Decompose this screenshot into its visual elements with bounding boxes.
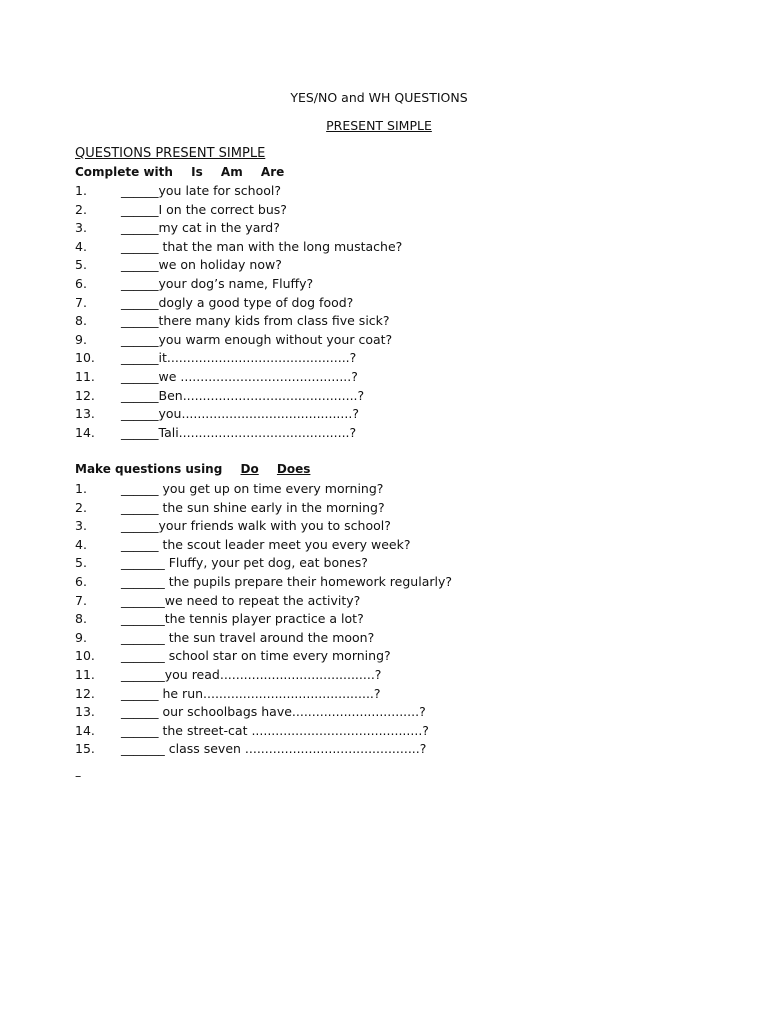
item-text: ______ the street-cat ...........................................? — [121, 722, 429, 738]
item-text: ______your friends walk with you to school? — [121, 518, 391, 534]
list-item — [75, 256, 402, 275]
item-text: ______you warm enough without your coat? — [121, 331, 393, 347]
item-number: 4. — [75, 536, 87, 552]
item-number: 7. — [75, 592, 87, 608]
list-item — [75, 592, 452, 611]
item-text: ______Ben............................................? — [121, 387, 365, 403]
item-text: ______your dog’s name, Fluffy? — [121, 275, 314, 291]
item-number: 13. — [75, 406, 95, 422]
item-number: 8. — [75, 313, 87, 329]
instruction-lead: Make questions using — [75, 462, 223, 476]
instruction-lead: Complete with — [75, 165, 173, 179]
keyword-is: Is — [191, 165, 203, 179]
list-item — [75, 573, 452, 592]
item-text: _______ the pupils prepare their homework regularly? — [121, 573, 452, 589]
list-item — [75, 610, 452, 629]
item-text: _______ the sun travel around the moon? — [121, 629, 375, 645]
item-number: 7. — [75, 294, 87, 310]
list-item — [75, 499, 452, 518]
item-number: 9. — [75, 629, 87, 645]
item-number: 10. — [75, 350, 95, 366]
list-item — [75, 480, 452, 499]
item-number: 11. — [75, 368, 95, 384]
list-item — [75, 703, 452, 722]
keyword-does: Does — [276, 462, 311, 476]
item-text: ______Tali...........................................? — [121, 424, 357, 440]
item-number: 2. — [75, 499, 87, 515]
item-text: ______ the scout leader meet you every week? — [121, 536, 411, 552]
item-number: 1. — [75, 183, 87, 198]
list-item — [75, 629, 452, 648]
list-item — [75, 405, 402, 424]
item-number: 14. — [75, 424, 95, 440]
item-text: _______ school star on time every morning? — [121, 648, 391, 664]
item-text: ______ the sun shine early in the morning? — [121, 499, 385, 515]
item-number: 9. — [75, 331, 87, 347]
item-text: ______we on holiday now? — [121, 257, 282, 273]
section-heading: QUESTIONS PRESENT SIMPLE — [75, 146, 266, 161]
keyword-are: Are — [260, 165, 285, 179]
list-item — [75, 722, 452, 741]
list-item — [75, 368, 402, 387]
question-list-be — [75, 182, 402, 442]
item-text: ______we ...........................................? — [121, 368, 358, 384]
item-number: 6. — [75, 573, 87, 589]
item-number: 14. — [75, 722, 95, 738]
item-text: _______ class seven ............................................? — [121, 741, 427, 757]
item-text: ______ our schoolbags have................................? — [121, 704, 426, 720]
item-text: ______you late for school? — [121, 183, 282, 198]
item-text: ______it..............................................? — [121, 350, 357, 366]
list-item — [75, 685, 452, 704]
item-number: 12. — [75, 685, 95, 701]
list-item — [75, 201, 402, 220]
item-number: 12. — [75, 387, 95, 403]
list-item — [75, 219, 402, 238]
item-text: _______you read.......................................? — [121, 666, 382, 682]
item-number: 3. — [75, 518, 87, 534]
list-item — [75, 182, 402, 201]
item-number: 10. — [75, 648, 95, 664]
item-number: 5. — [75, 555, 87, 571]
item-number: 13. — [75, 704, 95, 720]
keyword-am: Am — [220, 165, 243, 179]
item-text: ______ you get up on time every morning? — [121, 481, 384, 496]
trailing-dash: – — [75, 768, 82, 783]
item-text: _______ Fluffy, your pet dog, eat bones? — [121, 555, 368, 571]
item-number: 5. — [75, 257, 87, 273]
item-text: ______ that the man with the long mustache? — [121, 238, 403, 254]
item-text: ______dogly a good type of dog food? — [121, 294, 354, 310]
item-number: 8. — [75, 611, 87, 627]
question-list-do — [75, 480, 452, 759]
item-text: ______I on the correct bus? — [121, 201, 287, 217]
instruction-be-verbs — [75, 164, 284, 180]
item-text: _______the tennis player practice a lot? — [121, 611, 364, 627]
list-item — [75, 536, 452, 555]
item-number: 15. — [75, 741, 95, 757]
item-text: ______there many kids from class five sick? — [121, 313, 390, 329]
list-item — [75, 331, 402, 350]
item-number: 1. — [75, 481, 87, 496]
item-text: ______my cat in the yard? — [121, 220, 280, 236]
list-item — [75, 275, 402, 294]
list-item — [75, 647, 452, 666]
keyword-do: Do — [240, 462, 259, 476]
instruction-do-does — [75, 461, 310, 477]
list-item — [75, 517, 452, 536]
item-number: 3. — [75, 220, 87, 236]
list-item — [75, 294, 402, 313]
list-item — [75, 387, 402, 406]
item-text: ______you...........................................? — [121, 406, 359, 422]
item-text: ______ he run...........................................? — [121, 685, 381, 701]
list-item — [75, 312, 402, 331]
list-item — [75, 740, 452, 759]
list-item — [75, 424, 402, 443]
list-item — [75, 238, 402, 257]
list-item — [75, 666, 452, 685]
list-item — [75, 349, 402, 368]
item-number: 6. — [75, 275, 87, 291]
item-number: 11. — [75, 666, 95, 682]
item-number: 4. — [75, 238, 87, 254]
page-title: YES/NO and WH QUESTIONS — [290, 90, 468, 105]
item-text: _______we need to repeat the activity? — [121, 592, 361, 608]
list-item — [75, 554, 452, 573]
item-number: 2. — [75, 201, 87, 217]
page-subtitle: PRESENT SIMPLE — [326, 118, 432, 133]
